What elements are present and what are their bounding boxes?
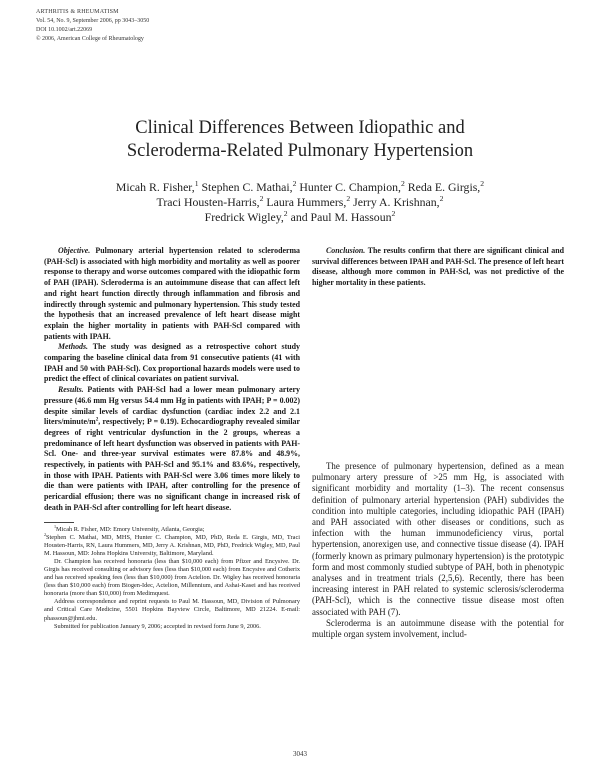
objective-text: Pulmonary arterial hypertension related to scleroderma (PAH-Scl) is associated with high morbidity and mortality as well as poorer response to therapy and worse outcomes compared with the idiopathic form of PAH (IPAH). Scleroderma is an autoimmune disease that can affect left and right heart function directly through inflammation and fibrosis and indirectly through systemic and pulmonary hypertension. This study tested the hypothesis that an increased prevalence of left heart disease might explain the higher mortality in patients with PAH-Scl compared with patients with IPAH. (44, 246, 300, 341)
abstract-left-column (44, 246, 300, 514)
author-affiliation: 2 (346, 194, 351, 204)
title-line-1: Clinical Differences Between Idiopathic and (135, 118, 465, 138)
results-superscript: 2 (95, 416, 99, 423)
footnotes (44, 523, 300, 631)
footnote-affiliation-2 (44, 531, 300, 558)
author-affiliation: 2 (400, 179, 405, 189)
author-name: Reda E. Girgis, (407, 180, 481, 194)
author-line-2 (40, 195, 560, 210)
author-name: Hunter C. Champion, (299, 180, 401, 194)
author-line-3 (40, 210, 560, 225)
journal-name: ARTHRITIS & RHEUMATISM (36, 9, 119, 15)
results-label: Results. (58, 385, 84, 395)
body-text-column (312, 461, 564, 640)
abstract-objective (44, 246, 300, 342)
footnote-disclosure: Dr. Champion has received honoraria (less than $10,000 each) from Pfizer and Encysive. Dr. Girgis has received consulting or advisory fees (less than $10,000 each) from Encysive and Cotherix and has received speaking fees (less than $10,000) from Actelion. Dr. Wigley has received honoraria (less than $10,000 each) from Biogen-Idec, Actelion, Millennium, and Ashai-Kasei and has received honoraria (more than $10,000) from Medimquest. (44, 558, 300, 598)
objective-label: Objective. (58, 246, 91, 255)
journal-header (36, 8, 149, 44)
journal-volume: Vol. 54, No. 9, September 2006, pp 3043–3050 (36, 18, 150, 24)
conclusion-text: The results confirm that there are significant clinical and survival differences between IPAH and PAH-Scl. The presence of left heart disease, although more common in PAH-Scl, was not predictive of the higher mortality in these patients. (312, 246, 564, 288)
author-name: Traci Housten-Harris, (156, 195, 260, 209)
author-affiliation: 1 (194, 179, 199, 189)
title-line-2: Scleroderma-Related Pulmonary Hypertension (126, 141, 474, 161)
body-paragraph: Scleroderma is an autoimmune disease with the potential for multiple organ system involvement, includ- (312, 617, 564, 640)
author-name: and Paul M. Hassoun (290, 210, 392, 224)
methods-text: The study was designed as a retrospective cohort study comparing the baseline clinical data from 91 consecutive patients (41 with IPAH and 50 with PAH-Scl). Cox proportional hazards models were used to predict the effect of clinical covariates on patient survival. (44, 342, 300, 384)
author-name: Stephen C. Mathai, (201, 180, 293, 194)
footnote-submitted: Submitted for publication January 9, 2006; accepted in revised form June 9, 2006. (54, 622, 261, 630)
page-number: 3043 (293, 750, 307, 758)
footnote-marker: 2 (44, 531, 47, 537)
author-name: Micah R. Fisher, (115, 180, 195, 194)
author-name: Fredrick Wigley, (204, 210, 284, 224)
footnote-divider (44, 522, 74, 523)
methods-label: Methods. (58, 342, 89, 352)
footnote-text: Stephen C. Mathai, MD, MHS, Hunter C. Champion, MD, PhD, Reda E. Girgis, MD, Traci Housten-Harris, RN, Laura Hummers, MD, Jerry A. Krishnan, MD, PhD, Fredrick Wigley, MD, Paul M. Hassoun, MD: Johns Hopkins University, Baltimore, Maryland. (44, 534, 300, 558)
footnote-text: Micah R. Fisher, MD: Emory University, Atlanta, Georgia; (56, 526, 205, 533)
conclusion-label: Conclusion. (326, 246, 366, 255)
author-affiliation: 2 (259, 194, 264, 204)
author-name: Laura Hummers, (266, 195, 347, 209)
author-affiliation: 2 (292, 179, 297, 189)
footnote-marker: 1 (54, 523, 57, 529)
article-title (40, 117, 560, 163)
results-text-2: , respectively; P = 0.19). Echocardiography revealed similar degrees of right ventricular dysfunction in the 2 groups, whereas a predominance of left heart dysfunction was observed in patients with PAH-Scl. One- and three-year survival estimates were 87.8% and 48.9%, respectively, in patients with PAH-Scl and 95.1% and 83.6%, respectively, in those with IPAH. Patients with PAH-Scl were 3.06 times more likely to die than were patients with IPAH, after controlling for the presence of pericardial effusion; there was no significant change in increased risk of death in PAH-Scl after controlling for left heart disease. (44, 417, 300, 512)
results-text-1: Patients with PAH-Scl had a lower mean pulmonary artery pressure (46.6 mm Hg versus 54.4 mm Hg in patients with IPAH; P = 0.002) despite similar levels of cardiac dysfunction (cardiac index 2.2 and 2.1 liters/minute/m (44, 385, 300, 427)
author-name: Jerry A. Krishnan, (353, 195, 440, 209)
body-paragraph: The presence of pulmonary hypertension, defined as a mean pulmonary artery pressure of >25 mm Hg, is associated with significant morbidity and mortality (1–3). The recent consensus definition of pulmonary arterial hypertension (PAH) subdivides the condition into multiple categories, including idiopathic PAH (IPAH) and PAH associated with other diseases or conditions, such as infection with the human immunodeficiency virus, portal hypertension, anorexigen use, and connective tissue disease (4). IPAH (formerly known as primary pulmonary hypertension) is the prototypic form and most commonly studied subtype of PAH, both in phenotypic analyses and in treatment trials (2,5,6). Recently, there has been increasing interest in PAH related to systemic sclerosis/scleroderma (PAH-Scl), which is the connective tissue disease most often associated with PAH (7). (312, 461, 564, 617)
abstract-methods (44, 342, 300, 385)
footnote-address: Address correspondence and reprint requests to Paul M. Hassoun, MD, Division of Pulmonary and Critical Care Medicine, 5501 Hopkins Bayview Circle, Baltimore, MD 21224. E-mail: phassoun@jhmi.edu. (44, 598, 300, 622)
abstract-results (44, 385, 300, 513)
author-affiliation: 2 (391, 209, 396, 219)
author-line-1 (40, 180, 560, 195)
journal-copyright: © 2006, American College of Rheumatology (36, 36, 144, 42)
author-list (40, 180, 560, 225)
footnote-affiliation-1 (44, 523, 300, 534)
journal-doi: DOI 10.1002/art.22069 (36, 27, 93, 33)
abstract-conclusion (312, 246, 564, 289)
abstract-right-column (312, 246, 564, 289)
author-affiliation: 2 (439, 194, 444, 204)
author-affiliation: 2 (283, 209, 288, 219)
author-affiliation: 2 (480, 179, 485, 189)
